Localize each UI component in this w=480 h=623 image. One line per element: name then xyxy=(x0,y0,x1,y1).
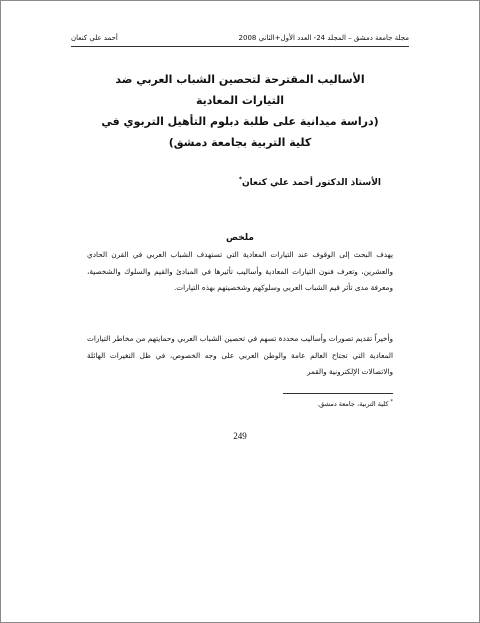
journal-citation: مجلة جامعة دمشق – المجلد 24- العدد الأول+الثاني 2008 xyxy=(238,34,409,42)
article-title xyxy=(61,69,419,153)
author-footnote-marker: * xyxy=(238,176,242,183)
header-rule xyxy=(71,46,409,47)
footnote-text: كلية التربية، جامعة دمشق. xyxy=(317,400,389,409)
title-line-2: التيارات المعادية xyxy=(195,94,285,107)
abstract-heading: ملخص xyxy=(225,233,254,243)
footnote-rule xyxy=(283,393,393,394)
title-line-3: (دراسة ميدانية على طلبة دبلوم التأهيل التربوي في xyxy=(101,115,379,128)
footnote-marker: * xyxy=(390,399,393,405)
author-byline xyxy=(239,176,381,188)
page-number: 249 xyxy=(233,431,247,441)
abstract-paragraph-1: يهدف البحث إلى الوقوف عند التيارات المعادية التي تستهدف الشباب العربي في القرن الحادي والعشرين، وتعرف فنون التيارات المعادية وأساليب تأثيرها في المبادئ والقيم والسلوك والشخصية، ومعرفة مدى تأثر قيم الشباب العربي وسلوكهم وشخصيتهم بهذه التيارات. xyxy=(87,250,393,292)
title-line-1: الأساليب المقترحة لتحصين الشباب العربي ضد xyxy=(115,73,365,86)
header-author: أحمد علي كنعان xyxy=(71,34,118,42)
author-name: الأستاذ الدكتور أحمد علي كنعان xyxy=(241,178,381,188)
abstract-paragraph-2: وأخيراً تقديم تصورات وأساليب محددة تسهم في تحصين الشباب العربي وحمايتهم من مخاطر التيارات المعادية التي تجتاح العالم عامة والوطن العربي على وجه الخصوص، في ظل التغيرات الهائلة والاتصالات الإلكترونية والقمر xyxy=(87,334,393,376)
footnote xyxy=(317,399,393,408)
running-header xyxy=(71,31,409,45)
title-line-4: كلية التربية بجامعة دمشق) xyxy=(168,136,312,149)
